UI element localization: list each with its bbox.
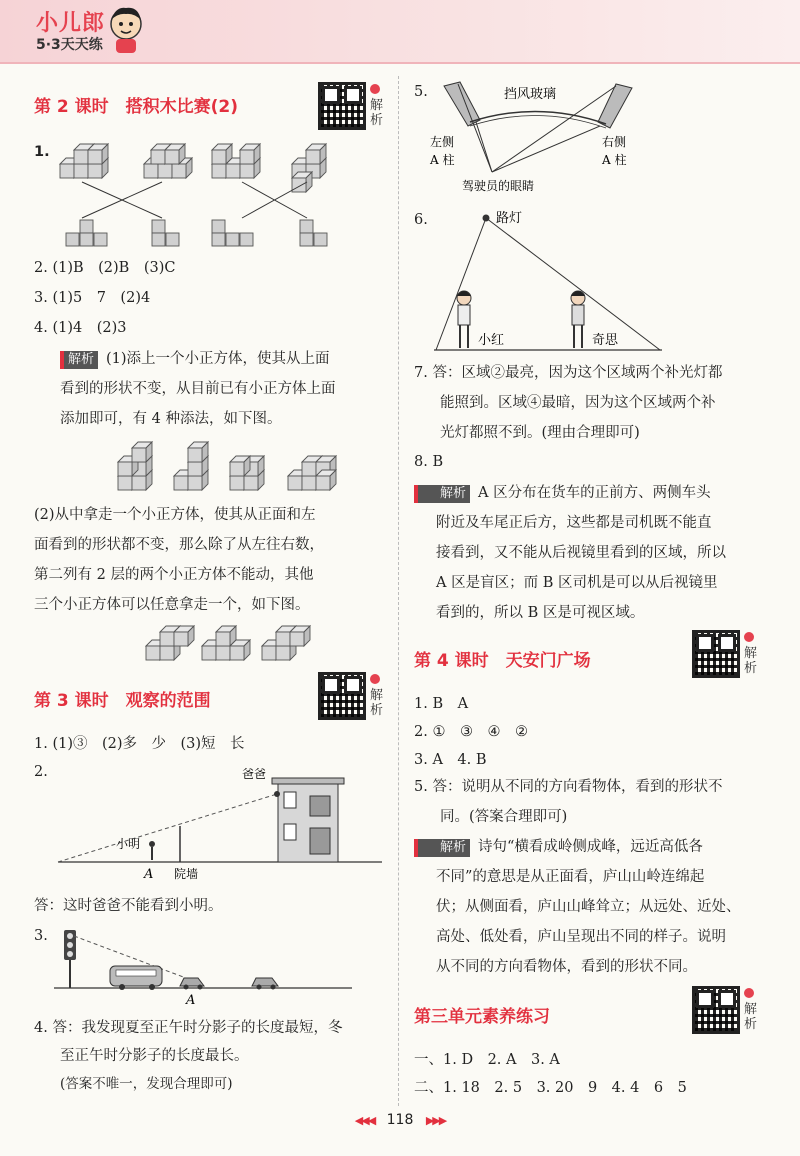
- play-icon: [744, 988, 754, 998]
- l2-explanation: 解析 (1)添上一个小正方体，使其从上面 看到的形状不变，从目前已有小正方体上面 添加即可，有 4 种添法，如下图。: [60, 351, 336, 427]
- view-1: [66, 220, 107, 246]
- qisi-label: 奇思: [592, 333, 619, 348]
- l3-q1: 1. (1)③ (2)多 少 (3)短 长: [34, 736, 245, 752]
- point-a-label: A: [186, 993, 196, 1008]
- explanation-tag: 解析: [414, 485, 470, 503]
- left-arrows-icon: ◀◀◀: [354, 1114, 375, 1127]
- remove-option-1: [146, 626, 194, 660]
- l2-q1-number: 1.: [34, 144, 50, 160]
- l4-q2: 2. ① ③ ④ ②: [414, 724, 528, 740]
- unit3-title: 第三单元素养练习: [414, 1007, 550, 1027]
- l3-q3-number: 3.: [34, 928, 48, 944]
- left-pillar-label: A 柱: [430, 153, 455, 167]
- l3-q4: 4. 答：我发现夏至正午时分影子的长度最短，冬 至正午时分影子的长度最长。 (答案不唯一，发现合理即可): [34, 1020, 343, 1092]
- unit3-line1: 一、1. D 2. A 3. A: [414, 1052, 560, 1068]
- cube-matching-figure: [52, 138, 342, 253]
- explanation-tag: 解析: [60, 351, 98, 369]
- right-side-label: 右侧: [602, 135, 627, 149]
- xiaoming-label: 小明: [116, 837, 141, 851]
- r-q8-explanation: 解析 A 区分布在货车的正前方、两侧车头 附近及车尾正后方，这些都是司机既不能直 接看到，又不能从后视镜里看到的区域，所以 A 区是盲区；而 B 区司机是可以从后视镜里 看到的，所以 B 区是可视区域。: [414, 478, 786, 628]
- qr-label: 解析: [370, 688, 384, 718]
- street-lamp-label: 路灯: [496, 211, 523, 226]
- lesson4-title: 第 4 课时 天安门广场: [414, 651, 591, 671]
- mascot-icon: [104, 4, 148, 54]
- l2-q3: 3. (1)5 7 (2)4: [34, 290, 151, 306]
- l4-q1: 1. B A: [414, 696, 469, 712]
- column-divider: [398, 76, 399, 1106]
- r-q6-number: 6.: [414, 212, 428, 228]
- l4-q5: 5. 答：说明从不同的方向看物体，看到的形状不 同。(答案合理即可): [414, 779, 723, 825]
- traffic-light-figure: [52, 924, 382, 1008]
- right-arrows-icon: ▶▶▶: [425, 1114, 446, 1127]
- brand-logo: 小儿郎: [36, 11, 106, 36]
- stack-4: [292, 144, 326, 192]
- r-q8: 8. B: [414, 454, 444, 470]
- qr-label: 解析: [744, 1002, 758, 1032]
- view-3: [212, 220, 253, 246]
- r-q5-number: 5.: [414, 84, 428, 100]
- windshield-figure: [426, 76, 656, 196]
- play-icon: [370, 674, 380, 684]
- right-pillar-label: A 柱: [602, 153, 627, 167]
- stack-3: [212, 144, 260, 178]
- page-header: [0, 0, 800, 64]
- option-1: [118, 442, 152, 490]
- qr-code-icon[interactable]: [692, 630, 740, 678]
- point-a-label: A: [144, 867, 154, 882]
- wall-label: 院墙: [174, 867, 199, 881]
- stack-1: [60, 144, 108, 178]
- l4-explanation: 解析 诗句“横看成岭侧成峰，远近高低各 不同”的意思是从正面看，庐山山岭连绵起 伏；从侧面看，庐山山峰耸立；从远处、近处、 高处、低处看，庐山呈现出不同的样子。说明 从不同的方向看物体，看到的形状不同。: [414, 832, 786, 982]
- stack-2: [144, 144, 192, 178]
- l2-q2: 2. (1)B (2)B (3)C: [34, 260, 176, 276]
- page-number: ◀◀◀ 118 ▶▶▶: [354, 1112, 446, 1128]
- remove-cube-figures: [142, 614, 312, 664]
- remove-option-2: [202, 626, 250, 660]
- qr-code-icon[interactable]: [318, 672, 366, 720]
- lesson3-title: 第 3 课时 观察的范围: [34, 691, 211, 711]
- view-2: [152, 220, 179, 246]
- r-q7: 7. 答：区域②最亮，因为这个区域两个补光灯都 能照到。区域④最暗，因为这个区域两个补 光灯都照不到。(理由合理即可): [414, 365, 723, 441]
- qr-label: 解析: [744, 646, 758, 676]
- option-2: [174, 442, 208, 490]
- l2-explanation-2: (2)从中拿走一个小正方体，使其从正面和左 面看到的形状都不变，那么除了从左往右数， 第二列有 2 层的两个小正方体不能动，其他 三个小正方体可以任意拿走一个，如下图。: [34, 507, 324, 613]
- left-side-label: 左侧: [430, 135, 455, 149]
- add-cube-figures: [112, 440, 342, 496]
- remove-option-3: [262, 626, 310, 660]
- house-sightline-figure: [52, 764, 392, 884]
- unit3-line2: 二、1. 18 2. 5 3. 20 9 4. 4 6 5: [414, 1080, 687, 1096]
- xiaohong-label: 小红: [478, 333, 505, 348]
- l4-q3: 3. A 4. B: [414, 752, 487, 768]
- qr-code-icon[interactable]: [318, 82, 366, 130]
- option-4: [288, 456, 336, 490]
- dad-label: 爸爸: [242, 767, 267, 781]
- play-icon: [744, 632, 754, 642]
- series-name: 5·3天天练: [36, 37, 103, 53]
- lesson2-title: 第 2 课时 搭积木比赛(2): [34, 97, 239, 117]
- qr-code-icon[interactable]: [692, 986, 740, 1034]
- driver-eyes-label: 驾驶员的眼睛: [462, 179, 535, 193]
- l3-q2-number: 2.: [34, 764, 48, 780]
- l3-q2-answer: 答：这时爸爸不能看到小明。: [34, 898, 223, 914]
- explanation-tag: 解析: [414, 839, 470, 857]
- qr-label: 解析: [370, 98, 384, 128]
- view-4: [300, 220, 327, 246]
- play-icon: [370, 84, 380, 94]
- street-lamp-figure: [426, 204, 666, 356]
- option-3: [230, 456, 264, 490]
- windshield-label: 挡风玻璃: [504, 87, 557, 102]
- l2-q4: 4. (1)4 (2)3: [34, 320, 127, 336]
